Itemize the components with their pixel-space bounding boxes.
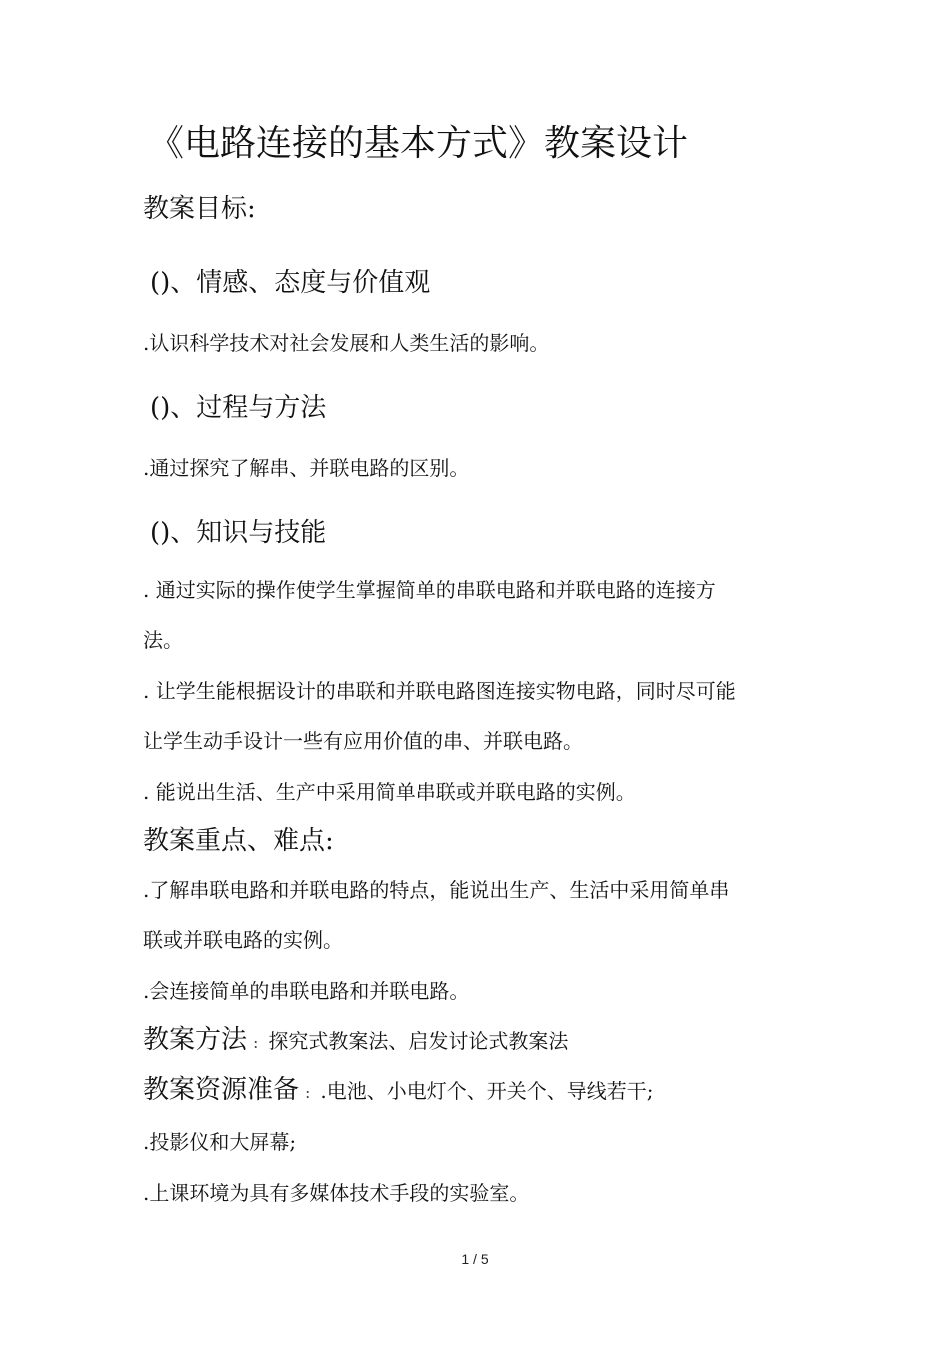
page-number: 1 / 5 (461, 1251, 489, 1267)
keypoints-line-1-cont: 联或并联电路的实例。 (143, 928, 343, 952)
goals-heading: 教案目标: (143, 194, 256, 224)
method-text: 探究式教案法、启发讨论式教案法 (268, 1029, 569, 1053)
section-knowledge-line-1: . 通过实际的操作使学生掌握简单的串联电路和并联电路的连接方 (143, 578, 716, 602)
section-emotion-heading: ()、情感、态度与价值观 (150, 268, 431, 298)
document-title: 《电路连接的基本方式》教案设计 (148, 123, 689, 164)
resources-line-2: .投影仪和大屏幕; (143, 1130, 297, 1154)
section-process-heading: ()、过程与方法 (150, 393, 327, 423)
method-line (143, 1027, 568, 1053)
section-knowledge-line-1-cont: 法。 (143, 628, 183, 652)
section-emotion-line-1: .认识科学技术对社会发展和人类生活的影响。 (143, 331, 550, 355)
keypoints-line-2: .会连接简单的串联电路和并联电路。 (143, 979, 470, 1003)
resources-label: 教案资源准备 (143, 1075, 300, 1105)
section-knowledge-line-2: . 让学生能根据设计的串联和并联电路图连接实物电路，同时尽可能 (143, 679, 736, 703)
section-process-line-1: .通过探究了解串、并联电路的区别。 (143, 456, 470, 480)
resources-separator: : (305, 1083, 311, 1102)
resources-line-3: .上课环境为具有多媒体技术手段的实验室。 (143, 1181, 530, 1205)
method-label: 教案方法 (143, 1025, 248, 1055)
resources-line (143, 1077, 654, 1103)
resources-text: .电池、小电灯个、开关个、导线若干; (320, 1079, 654, 1103)
section-knowledge-line-3: . 能说出生活、生产中采用简单串联或并联电路的实例。 (143, 780, 636, 804)
keypoints-heading: 教案重点、难点: (143, 826, 334, 856)
keypoints-line-1: .了解串联电路和并联电路的特点，能说出生产、生活中采用简单串 (143, 878, 730, 902)
section-knowledge-line-2-cont: 让学生动手设计一些有应用价值的串、并联电路。 (143, 729, 583, 753)
section-knowledge-heading: ()、知识与技能 (150, 518, 327, 548)
method-separator: : (253, 1033, 259, 1052)
